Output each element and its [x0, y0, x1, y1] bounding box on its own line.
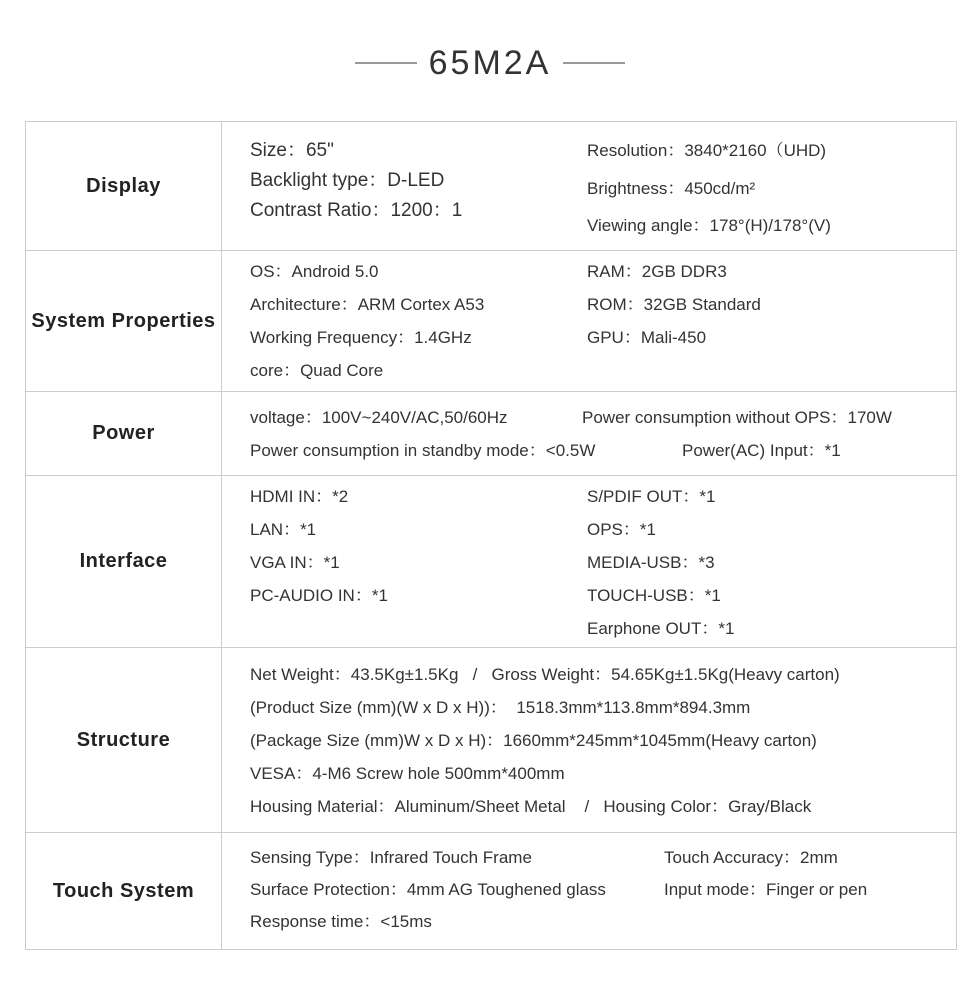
spec-contrast: Contrast Ratio：1200：1 [250, 200, 463, 221]
row-label-power: Power [26, 392, 222, 475]
spec-surface-protection: Surface Protection：4mm AG Toughened glass [250, 880, 606, 899]
spec-sensing-type: Sensing Type：Infrared Touch Frame [250, 848, 532, 867]
row-content-system [222, 251, 956, 391]
spec-ops: OPS：*1 [587, 520, 656, 539]
row-display [26, 122, 956, 251]
spec-spdif-out: S/PDIF OUT：*1 [587, 487, 716, 506]
row-interface [26, 476, 956, 648]
spec-touch-usb: TOUCH-USB：*1 [587, 586, 721, 605]
row-content-power [222, 392, 956, 475]
spec-product-size: (Product Size (mm)(W x D x H))： 1518.3mm*113.8mm*894.3mm [250, 698, 751, 717]
row-label-display: Display [26, 122, 222, 250]
spec-ram: RAM：2GB DDR3 [587, 262, 727, 281]
spec-lan: LAN：*1 [250, 520, 317, 539]
spec-package-size: (Package Size (mm)W x D x H)：1660mm*245mm*1045mm(Heavy carton) [250, 731, 817, 750]
spec-brightness: Brightness：450cd/m² [587, 179, 756, 198]
spec-voltage: voltage：100V~240V/AC,50/60Hz [250, 408, 508, 427]
spec-hdmi-in: HDMI IN：*2 [250, 487, 349, 506]
spec-touch-accuracy: Touch Accuracy：2mm [664, 848, 838, 867]
row-system [26, 251, 956, 392]
row-label-touch-system: Touch System [26, 833, 222, 949]
row-label-interface: Interface [26, 476, 222, 647]
spec-power-consumption: Power consumption without OPS：170W [582, 408, 892, 427]
spec-backlight: Backlight type：D-LED [250, 170, 445, 191]
spec-input-mode: Input mode：Finger or pen [664, 880, 868, 899]
title-line-left [355, 62, 417, 64]
row-label-structure: Structure [26, 648, 222, 832]
model-title: 65M2A [428, 43, 552, 82]
row-label-system: System Properties [26, 251, 222, 391]
spec-viewing-angle: Viewing angle：178°(H)/178°(V) [587, 216, 831, 235]
spec-resolution: Resolution：3840*2160（UHD) [587, 141, 827, 160]
spec-media-usb: MEDIA-USB：*3 [587, 553, 715, 572]
spec-size: Size：65" [250, 140, 334, 161]
spec-gpu: GPU：Mali-450 [587, 328, 707, 347]
spec-earphone-out: Earphone OUT：*1 [587, 619, 735, 638]
row-structure [26, 648, 956, 833]
spec-core: core：Quad Core [250, 361, 384, 380]
spec-os: OS：Android 5.0 [250, 262, 379, 281]
spec-frequency: Working Frequency：1.4GHz [250, 328, 472, 347]
page-title [0, 40, 980, 86]
spec-weight: Net Weight：43.5Kg±1.5Kg / Gross Weight：54.65Kg±1.5Kg(Heavy carton) [250, 665, 840, 684]
spec-power-input: Power(AC) Input：*1 [682, 441, 841, 460]
spec-standby-power: Power consumption in standby mode：<0.5W [250, 441, 596, 460]
spec-response-time: Response time：<15ms [250, 912, 432, 931]
row-touch-system [26, 833, 956, 950]
spec-pc-audio-in: PC-AUDIO IN：*1 [250, 586, 388, 605]
row-content-interface [222, 476, 956, 647]
spec-table [25, 121, 957, 950]
spec-vesa: VESA：4-M6 Screw hole 500mm*400mm [250, 764, 565, 783]
spec-vga-in: VGA IN：*1 [250, 553, 340, 572]
title-line-right [563, 62, 625, 64]
spec-rom: ROM：32GB Standard [587, 295, 761, 314]
row-content-display [222, 122, 956, 250]
spec-housing: Housing Material：Aluminum/Sheet Metal / Housing Color：Gray/Black [250, 797, 812, 816]
row-content-structure [222, 648, 956, 832]
row-content-touch-system [222, 833, 956, 949]
row-power [26, 392, 956, 476]
spec-architecture: Architecture：ARM Cortex A53 [250, 295, 485, 314]
